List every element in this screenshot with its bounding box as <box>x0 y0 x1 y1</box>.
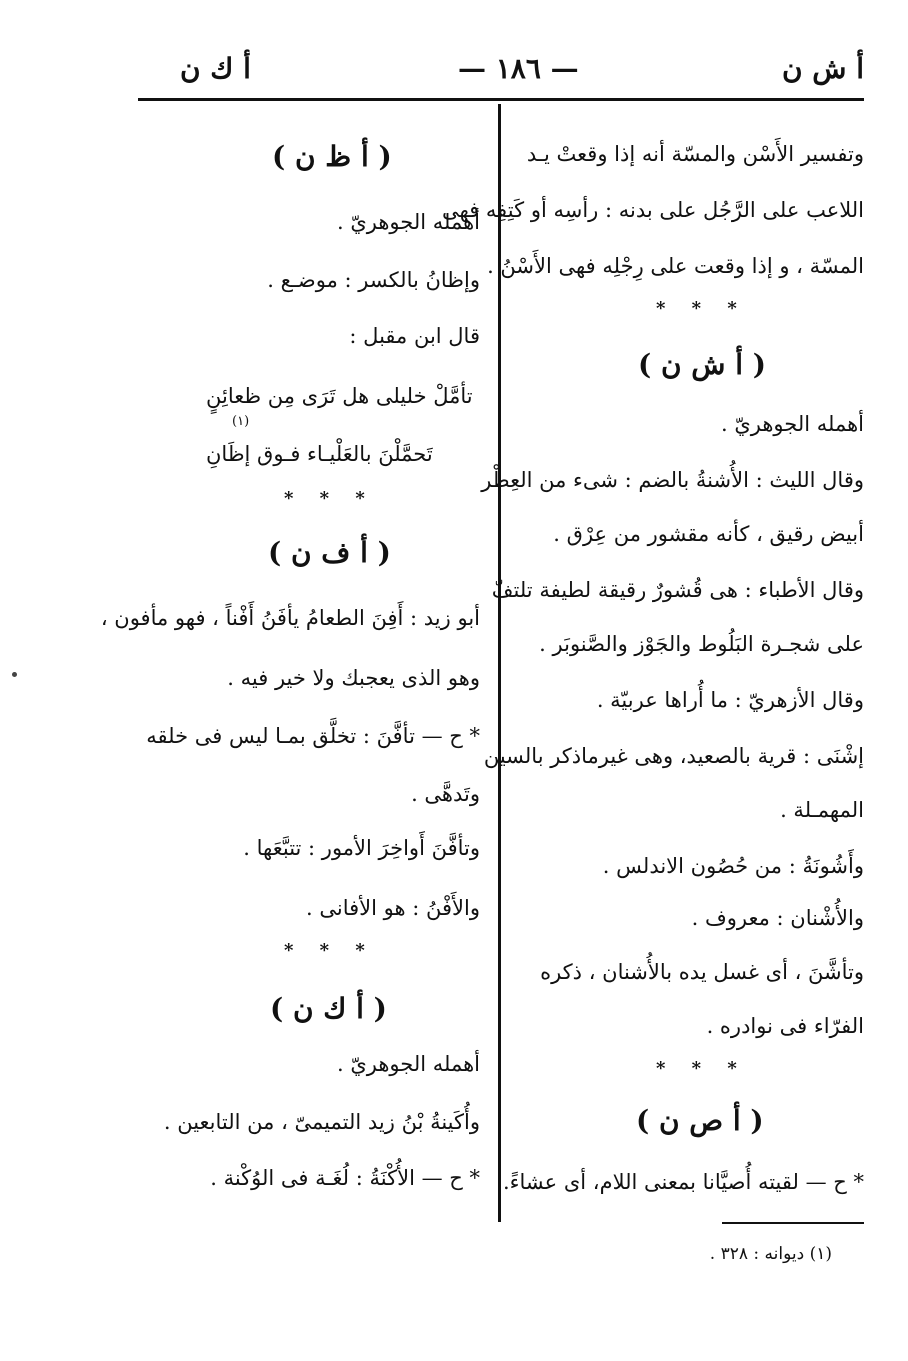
entry-heading: ( أ ش ن ) <box>638 348 767 381</box>
text-line: وتفسير الأَسْن والمسّة أنه إذا وقعتْ يـد <box>526 142 864 166</box>
text-line: وتأشَّنَ ، أى غسل يده بالأُشنان ، ذكره <box>540 960 864 984</box>
text-line: والأُشْنان : معروف . <box>691 906 864 930</box>
entry-heading: ( أ ظ ن ) <box>272 140 392 173</box>
text-line: قال ابن مقبل : <box>349 324 480 348</box>
header-right-title: أ ش ن <box>781 52 864 85</box>
footnote: (١) ديوانه : ٣٢٨ . <box>709 1244 832 1264</box>
text-line: * ح — تأفَّنَ : تخلَّق بمـا ليس فى خلقه <box>146 724 480 748</box>
text-line: وهو الذى يعجبك ولا خير فيه . <box>227 666 480 690</box>
text-line: وأُكَينةُ بْنُ زيد التميمىّ ، من التابعين . <box>163 1110 480 1134</box>
text-line: أبو زيد : أَفِنَ الطعامُ يأفَنُ أَفْناً ، فهو مأفون ، <box>100 606 480 630</box>
text-line: وتَدهَّى . <box>411 782 480 806</box>
text-line: وقال الأزهريّ : ما أُراها عربيّة . <box>596 688 864 712</box>
text-line: وقال الليث : الأُشنةُ بالضم : شىء من العِطْر <box>481 468 864 492</box>
section-separator: * * * <box>656 1058 747 1079</box>
section-separator: * * * <box>284 940 375 961</box>
page-number: — ١٨٦ — <box>458 52 579 85</box>
header-left-title: أ ك ن <box>180 52 251 85</box>
footnote-marker: (١) <box>232 414 250 429</box>
text-line: وتأفَّنَ أَواخِرَ الأمور : تتبَّعَها . <box>243 836 480 860</box>
poem-verse: تَحمَّلْنَ بالعَلْيـاء فـوق إظَانِ <box>206 442 433 466</box>
text-line: وإظانُ بالكسر : موضـع . <box>267 268 480 292</box>
text-line: إشْنَى : قرية بالصعيد، وهى غيرماذكر بالسين <box>483 744 864 768</box>
section-separator: * * * <box>284 488 375 509</box>
header-rule <box>138 98 864 101</box>
margin-dot <box>12 672 17 677</box>
text-line: * ح — لقيته أُصيَّانا بمعنى اللام، أى عشاءً. <box>502 1170 864 1194</box>
poem-verse: تأمَّلْ خليلى هل تَرَى مِن ظعائِنٍ <box>206 384 473 408</box>
text-line: والأَفْنُ : هو الأفانى . <box>306 896 480 920</box>
entry-heading: ( أ ك ن ) <box>270 992 387 1025</box>
footnote-rule <box>722 1222 864 1224</box>
text-line: أهمله الجوهريّ . <box>720 412 864 436</box>
text-line: المهمـلة . <box>780 798 864 822</box>
text-line: الفرّاء فى نوادره . <box>706 1014 864 1038</box>
section-separator: * * * <box>656 298 747 319</box>
entry-heading: ( أ ص ن ) <box>636 1104 764 1137</box>
text-line: وقال الأطباء : هى قُشورٌ رقيقة لطيفة تلتفّ <box>491 578 864 602</box>
text-line: المسّة ، و إذا وقعت على رِجْلِه فهى الأَسْنُ . <box>487 254 864 278</box>
entry-heading: ( أ ف ن ) <box>268 536 391 569</box>
text-line: أهمله الجوهريّ . <box>336 210 480 234</box>
text-line: أهمله الجوهريّ . <box>336 1052 480 1076</box>
text-line: اللاعب على الرَّجُل على بدنه : رأسِه أو كَتِفِه فهى <box>442 198 864 222</box>
text-line: وأَشُونَةُ : من حُصُون الاندلس . <box>602 854 864 878</box>
text-line: * ح — الأُكْنَةُ : لُغَـة فى الوُكْنة . <box>210 1166 480 1190</box>
text-line: على شجـرة البَلُوط والجَوْز والصَّنوبَر . <box>539 632 864 656</box>
text-line: أبيض رقيق ، كأنه مقشور من عِرْق . <box>553 522 864 546</box>
